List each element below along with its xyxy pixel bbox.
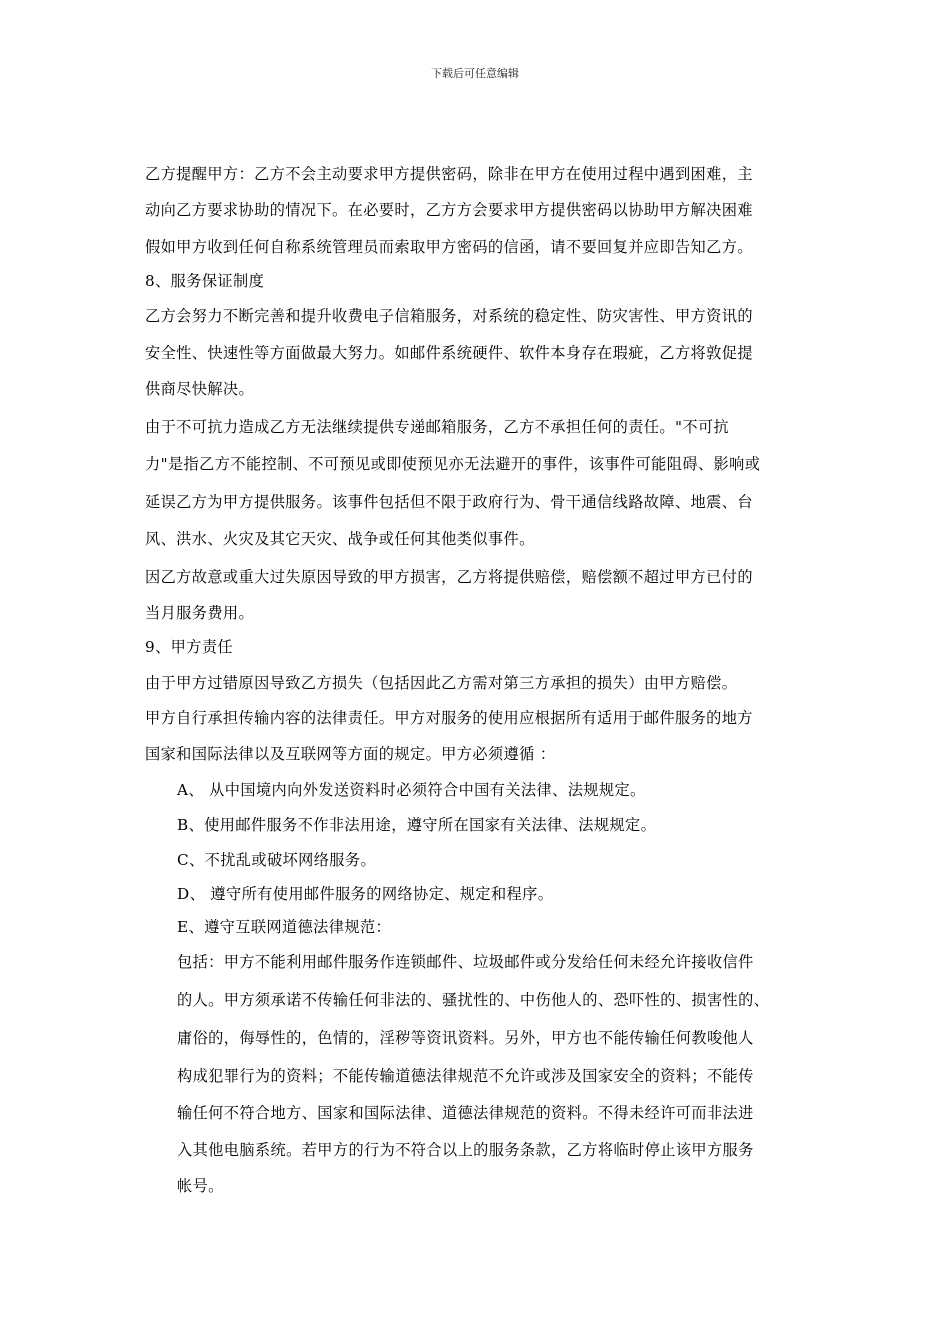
- list-item: E、遵守互联网道德法律规范：: [177, 918, 392, 936]
- paragraph-line: 延误乙方为甲方提供服务。该事件包括但不限于政府行为、骨干通信线路故障、地震、台: [145, 493, 753, 511]
- indented-paragraph-line: 入其他电脑系统。若甲方的行为不符合以上的服务条款，乙方将临时停止该甲方服务: [177, 1141, 754, 1159]
- paragraph-line: 乙方会努力不断完善和提升收费电子信箱服务，对系统的稳定性、防灾害性、甲方资讯的: [145, 307, 753, 325]
- paragraph-line: 甲方自行承担传输内容的法律责任。甲方对服务的使用应根据所有适用于邮件服务的地方: [145, 709, 753, 727]
- indented-paragraph-line: 构成犯罪行为的资料；不能传输道德法律规范不允许或涉及国家安全的资料；不能传: [177, 1067, 754, 1085]
- indented-paragraph-line: 庸俗的，侮辱性的，色情的，淫秽等资讯资料。另外，甲方也不能传输任何教唆他人: [177, 1029, 754, 1047]
- indented-paragraph-line: 包括：甲方不能利用邮件服务作连锁邮件、垃圾邮件或分发给任何未经允许接收信件: [177, 953, 754, 971]
- paragraph-line: 国家和国际法律以及互联网等方面的规定。甲方必须遵循 ：: [145, 745, 556, 763]
- list-item: B、使用邮件服务不作非法用途，遵守所在国家有关法律、法规规定。: [177, 816, 657, 834]
- paragraph-line: 当月服务费用。: [145, 604, 255, 622]
- indented-paragraph-line: 的人。甲方须承诺不传输任何非法的、骚扰性的、中伤他人的、恐吓性的、损害性的、: [177, 991, 770, 1009]
- paragraph-line: 风、洪水、火灾及其它天灾、战争或任何其他类似事件。: [145, 530, 535, 548]
- list-item: A、 从中国境内向外发送资料时必须符合中国有关法律、法规规定。: [177, 781, 646, 799]
- section-heading: 8、服务保证制度: [145, 272, 265, 290]
- paragraph-line: 安全性、快速性等方面做最大努力。如邮件系统硬件、软件本身存在瑕疵，乙方将敦促提: [145, 344, 753, 362]
- paragraph-line: 由于甲方过错原因导致乙方损失（包括因此乙方需对第三方承担的损失）由甲方赔偿。: [145, 674, 738, 692]
- page-header: 下载后可任意编辑: [431, 67, 519, 80]
- indented-paragraph-line: 帐号。: [177, 1177, 224, 1195]
- paragraph-line: 力"是指乙方不能控制、不可预见或即使预见亦无法避开的事件，该事件可能阻碍、影响或: [145, 455, 761, 473]
- paragraph-line: 因乙方故意或重大过失原因导致的甲方损害，乙方将提供赔偿，赔偿额不超过甲方已付的: [145, 568, 753, 586]
- list-item: D、 遵守所有使用邮件服务的网络协定、规定和程序。: [177, 885, 554, 903]
- paragraph-line: 由于不可抗力造成乙方无法继续提供专递邮箱服务，乙方不承担任何的责任。"不可抗: [145, 418, 730, 436]
- paragraph-line: 动向乙方要求协助的情况下。在必要时，乙方方会要求甲方提供密码以协助甲方解决困难: [145, 201, 753, 219]
- list-item: C、不扰乱或破坏网络服务。: [177, 851, 377, 869]
- paragraph-line: 供商尽快解决。: [145, 380, 255, 398]
- section-heading: 9、甲方责任: [145, 638, 234, 656]
- indented-paragraph-line: 输任何不符合地方、国家和国际法律、道德法律规范的资料。不得未经许可而非法进: [177, 1104, 754, 1122]
- paragraph-line: 乙方提醒甲方：乙方不会主动要求甲方提供密码，除非在甲方在使用过程中遇到困难，主: [145, 165, 753, 183]
- paragraph-line: 假如甲方收到任何自称系统管理员而索取甲方密码的信函，请不要回复并应即告知乙方。: [145, 238, 753, 256]
